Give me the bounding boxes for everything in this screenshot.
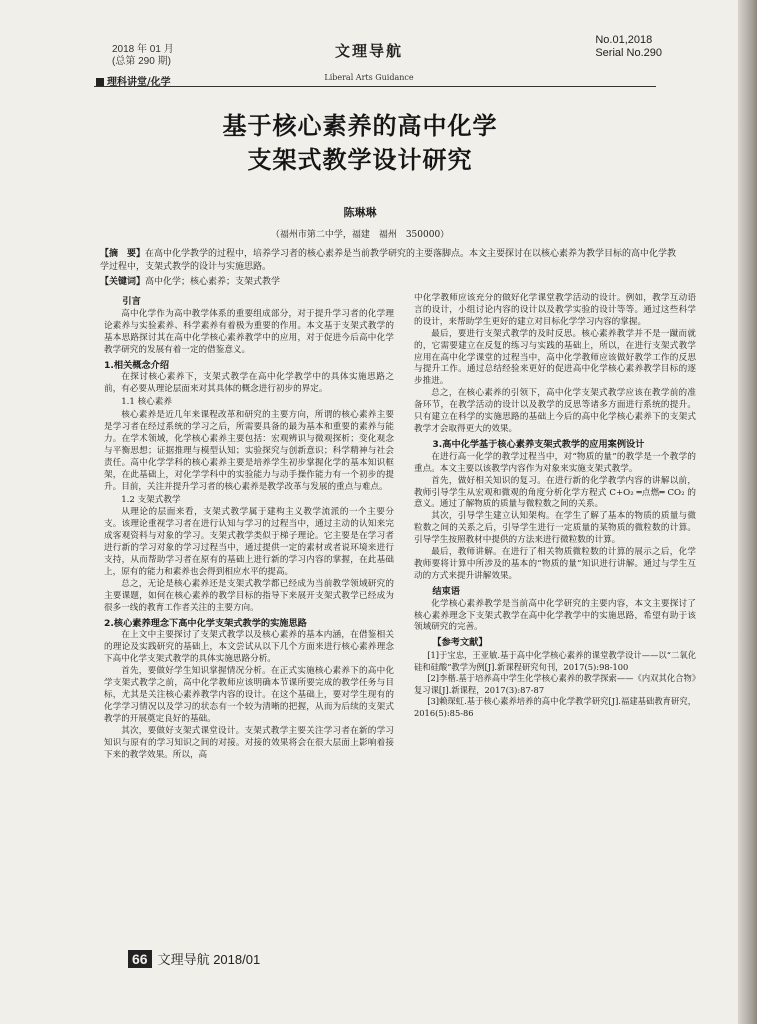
heading-section-2: 2.核心素养理念下高中化学支架式教学的实施思路 xyxy=(104,617,307,629)
paragraph: 最后，教师讲解。在进行了相关物质微粒数的计算的展示之后，化学教师要将计算中所涉及的基本的“物质的量”知识进行讲解。通过与学生互动的方式来提升讲解效果。 xyxy=(414,547,696,581)
author: 陈琳琳 xyxy=(343,206,377,219)
keywords-label: 【关键词】 xyxy=(100,277,146,287)
abstract-label: 【摘 要】 xyxy=(100,249,146,259)
page-number: 66 xyxy=(128,950,152,968)
paragraph: 总之，在核心素养的引领下，高中化学支架式教学应该在教学前的准备环节，在教学活动的设计以及教学的反思等诸多方面进行系统的提升。只有建立在科学的实施思路的基础上今后的高中化学核心素养下的支架式教学才会取得更大的效果。 xyxy=(414,388,696,434)
heading-section-1-2: 1.2 支架式教学 xyxy=(121,494,181,505)
issue-number-block xyxy=(595,34,662,60)
right-column xyxy=(414,293,696,859)
serial-number: Serial No.290 xyxy=(595,47,662,59)
heading-intro: 引言 xyxy=(122,296,141,307)
paragraph: 在探讨核心素养下，支架式教学在高中化学教学中的具体实施思路之前，有必要从理论层面来对其具体的概念进行初步的界定。 xyxy=(104,372,394,395)
header-rule xyxy=(94,86,656,87)
heading-section-1: 1.相关概念介绍 xyxy=(104,359,170,371)
paragraph: 在上文中主要探讨了支架式教学以及核心素养的基本内涵，在借鉴相关的理论及实践研究的基础上，本文尝试从以下几个方面来进行核心素养理念下高中化学支架式教学的具体实施思路分析。 xyxy=(104,630,394,665)
paragraph: 核心素养是近几年来课程改革和研究的主要方向，所谓的核心素养主要是学习者在经过系统的学习之后，所需要具备的最为基本和重要的素养与能力。在学术领域，化学核心素养主要包括：宏观辨识与微观探析；变化观念与平衡思想；证据推理与模型认知；实验探究与创新意识；科学精神与社会责任。高中化学学科的核心素养主要是培养学生初步掌握化学的基本知识框架，在此基础上，对化学学科中的实验能力与动手操作能力有一个初步的提升。目前，关注并提升学习者的核心素养是教学改革与发展的重点与难点。 xyxy=(104,410,394,492)
paragraph: 高中化学作为高中教学体系的重要组成部分，对于提升学习者的化学理论素养与实验素养、科学素养有着极为重要的作用。本文基于支架式教学的基本思路探讨其在高中化学核心素养教学中的应用，对于促进今后高中化学教学研究的发展有着一定的借鉴意义。 xyxy=(104,308,394,355)
page-footer xyxy=(128,949,260,968)
paragraph: 总之，无论是核心素养还是支架式教学都已经成为当前教学领域研究的主要课题，如何在核心素养的教学目标的指导下来展开支架式教学已经成为很多一线的教育工作者关注的主要方向。 xyxy=(104,578,394,613)
article-title xyxy=(0,109,720,177)
journal-name: 文理导航 xyxy=(334,42,403,60)
keywords xyxy=(100,276,680,288)
keywords-text: 高中化学；核心素养；支架式教学 xyxy=(145,277,281,287)
issue-number: No.01,2018 xyxy=(595,34,653,46)
reference-item: [2]李楷.基于培养高中学生化学核心素养的教学探索——《内双其化合物》复习课[J].新课程，2017(3):87-87 xyxy=(414,673,696,695)
heading-section-3: 3.高中化学基于核心素养支架式教学的应用案例设计 xyxy=(432,438,645,450)
journal-name-en: Liberal Arts Guidance xyxy=(324,73,414,82)
paragraph: 中化学教师应该充分的做好化学课堂教学活动的设计。例如，教学互动语言的设计，小组讨论内容的设计以及教学实验的设计等等。通过这些科学的设计，来帮助学生更好的建立对目标化学学习内容的掌握。 xyxy=(414,293,696,327)
paragraph: 在进行高一化学的教学过程当中，对“物质的量”的教学是一个教学的重点。本文主要以该教学内容作为对象来实施支架式教学。 xyxy=(414,451,696,474)
binding-edge xyxy=(738,0,757,1024)
paragraph: 首先，要做好学生知识掌握情况分析。在正式实施核心素养下的高中化学支架式教学之前，高中化学教师应该明确本节课所要完成的教学任务与目标，尤其是关注核心素养教学内容的设计。在这个基础上，要对学生现有的化学学习情况以及学习的状态有一个较为清晰的把握，从而为后续的支架式教学的开展奠定良好的基础。 xyxy=(104,666,394,724)
left-column xyxy=(104,293,394,920)
paragraph: 最后，要进行支架式教学的及时反思。核心素养教学并不是一蹴而就的，它需要建立在反复的练习与实践的基础上，所以，在进行支架式教学应用在高中化学课堂的过程当中，高中化学教师应该做好教学工作的反思与提升工作。通过总结经验来更好的促进高中化学核心素养教学目标的逐步推进。 xyxy=(414,328,696,387)
heading-conclusion: 结束语 xyxy=(432,585,460,597)
paragraph: 从理论的层面来看，支架式教学属于建构主义教学流派的一个主要分支。该理论重视学习者在进行认知与学习的过程当中，通过主动的认知来完成客观资料与对象的学习。支架式教学类似于梯子理论。它主要是在学习者进行新的学习对象的学习过程当中，通过提供一定的素材或者说环境来进行支持，从而帮助学习者在原有的基础上进行新的学习内容的掌握，在此基础上，原有的能力和素养也会得到相应水平的提高。 xyxy=(104,507,394,577)
title-line-2: 支架式教学设计研究 xyxy=(247,146,473,174)
paragraph: 化学核心素养教学是当前高中化学研究的主要内容，本文主要探讨了核心素养理念下支架式教学在高中化学教学中的实施思路，希望有助于该领域研究的完善。 xyxy=(414,598,696,633)
abstract xyxy=(100,248,680,274)
heading-section-1-1: 1.1 核心素养 xyxy=(121,397,172,408)
title-line-1: 基于核心素养的高中化学 xyxy=(222,112,498,140)
abstract-text: 在高中化学教学的过程中，培养学习者的核心素养是当前教学研究的主要落脚点。本文主要探讨在以核心素养为教学目标的高中化学教学过程中，支架式教学的设计与实施思路。 xyxy=(100,249,677,272)
paragraph: 其次，引导学生建立认知架构。在学生了解了基本的物质的质量与微粒数之间的关系之后，引导学生进行一定质量的某物质的微粒数的计算。引导学生按照教材中提供的方法来进行微粒数的计算。 xyxy=(414,511,696,546)
section-text: 理科讲堂/化学 xyxy=(107,77,171,88)
reference-item: [3]赖琛虹.基于核心素养培养的高中化学教学研究[J].福建基础教育研究，2016(5):85-86 xyxy=(414,696,696,718)
footer-text: 文理导航 2018/01 xyxy=(157,952,261,967)
reference-item: [1]于宝忠，王亚敏.基于高中化学核心素养的课堂教学设计——以“二氧化硅和硅酸”教学为例[J].新课程研究旬刊，2017(5):98-100 xyxy=(414,650,696,672)
affiliation: （福州市第二中学，福建 福州 350000） xyxy=(270,230,450,240)
issue-total: (总第 290 期) xyxy=(112,56,171,67)
issue-date: 2018 年 01 月 xyxy=(112,44,174,55)
heading-references: 【参考文献】 xyxy=(432,637,488,649)
paragraph: 其次，要做好支架式课堂设计。支架式教学主要关注学习者在新的学习知识与原有的学习知识之间的对接。对接的效果将会在很大层面上影响着接下来的教学效果。所以，高 xyxy=(104,725,394,760)
paragraph: 首先，做好相关知识的复习。在进行新的化学教学内容的讲解以前，教师引导学生从宏观和微观的角度分析化学方程式 C+O₂ ═点燃═ CO₂ 的意义。通过了解物质的质量与微粒数之间的关系。 xyxy=(414,475,696,510)
